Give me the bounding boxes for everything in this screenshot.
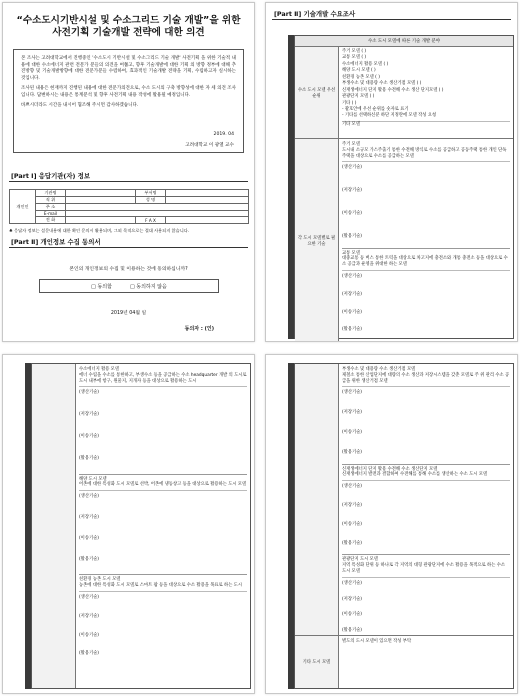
block-title: 신재생에너지 단지 활용 수전해 수소 생산단지 모델: [342, 466, 438, 472]
option-item[interactable]: 수소에너지 활용 모델 ( ): [342, 61, 389, 67]
block-desc: 제철소 통한 산업단지에 대량의 수소 생산과 저장시스템을 갖춘 모델로 주 위 관리 수소 공급을 위한 생산거점 모델: [342, 372, 510, 384]
field-label: 성 명: [136, 197, 166, 204]
option-item[interactable]: 친환경 농촌 모델 ( ): [342, 74, 380, 80]
option-item[interactable]: 부생수소 및 대용량 수소 생산거점 모델 ( ): [342, 81, 422, 87]
option-note: - 기타를 선택하신분 하단 지정란에 모델 작성 요청: [342, 113, 437, 119]
transport-tech-field[interactable]: (이송기술): [342, 521, 362, 527]
field-label: 부서명: [136, 190, 166, 197]
block-title: 부생수소 및 대용량 수소 생산거점 모델: [342, 367, 416, 372]
production-tech-field[interactable]: (생산기술): [342, 484, 362, 490]
intro-date: 2019. 04: [213, 132, 234, 137]
utilization-tech-field[interactable]: (활용기술): [79, 556, 99, 562]
model-block: [79, 366, 247, 387]
title-line-2: 사전기획 기술개발 전략에 대한 의견: [52, 27, 205, 39]
production-tech-field[interactable]: (생산기술): [342, 580, 362, 586]
production-tech-field[interactable]: (생산기술): [342, 273, 362, 279]
block-title: 교통 모델: [342, 250, 360, 256]
table-header: 수소 도시 모델에 따른 기술 개발 분야: [295, 36, 513, 47]
part2-heading: [Part Ⅱ] 개인정보 수집 동의서: [9, 237, 248, 248]
field-label: 전 화: [36, 217, 66, 224]
option-item[interactable]: 신재생에너지 단지 활용 수전해 수소 생산 단지모델 ( ): [342, 87, 444, 93]
part2-label: Part Ⅱ: [13, 238, 36, 246]
intro-box: [13, 49, 244, 153]
position-field[interactable]: [66, 197, 136, 204]
transport-tech-field[interactable]: (이송기술): [79, 433, 99, 439]
org-name-field[interactable]: [66, 190, 136, 197]
block-title: 친환경 농촌 도시 모델: [79, 577, 121, 583]
consent-date: 2019년 04월 일: [110, 311, 147, 316]
priority-options: [339, 47, 513, 138]
tech-row: [295, 139, 513, 342]
production-tech-field[interactable]: (생산기술): [342, 390, 362, 396]
intro-signature: 고려대학교 이 광열 교수: [185, 143, 234, 148]
storage-tech-field[interactable]: (저장기술): [79, 412, 99, 418]
respondent-note: ♣ 응답자 정보는 설문내용에 대한 확인 문의시 활용되며, 그외 목적으로는 절대 사용되지 않습니다.: [9, 228, 190, 233]
tech-blocks: [339, 364, 513, 635]
other-model-field[interactable]: [339, 636, 513, 688]
option-item[interactable]: 주거 모델 ( ): [342, 49, 367, 54]
storage-tech-field[interactable]: (저장기술): [342, 502, 362, 508]
part1-heading: [Part Ⅰ] 응답기관(자) 정보: [9, 171, 248, 182]
utilization-tech-field[interactable]: (활용기술): [342, 540, 362, 546]
block-desc: 에너 수립을 수소를 통한하고, 부생수소 등을 공급하는 수소 headquarter 개발 의 도시로 도시 내부에 항구, 원물지, 지개자 등을 대상으로 활용하는 도시: [79, 372, 247, 384]
production-tech-field[interactable]: (생산기술): [342, 165, 362, 171]
consent-question: 본인의 개인정보의 수집 및 이용하는 것에 동의하십니까?: [69, 267, 188, 272]
utilization-tech-field[interactable]: (활용기술): [342, 233, 362, 239]
model-block: [342, 366, 510, 387]
field-label: 기관명: [36, 190, 66, 197]
model-block: [342, 554, 510, 577]
part-heading: [Part Ⅱ] 기술개발 수요조사: [272, 9, 511, 20]
storage-tech-field[interactable]: (저장기술): [342, 596, 362, 602]
transport-tech-field[interactable]: (이송기술): [79, 632, 99, 638]
survey-page-4: [265, 354, 518, 694]
storage-tech-field[interactable]: (저장기술): [342, 410, 362, 416]
intro-paragraph: 조사된 내용은 현재까지 진행된 내용에 대한 전문가의견으로, 수소 도시의 구축 방향성에 대한 자 세 의견 조사입니다. 답변하시는 내용은 통계분석 및 향후 사전기획 내용 작성에 활용될 예정입니다.: [21, 86, 236, 98]
utilization-tech-field[interactable]: (활용기술): [79, 651, 99, 657]
name-field[interactable]: [166, 197, 249, 204]
part1-title: 응답기관(자) 정보: [38, 172, 90, 180]
option-item[interactable]: 교통 모델 ( ): [342, 55, 367, 61]
category-label: [32, 364, 76, 688]
block-title: 수소에너지 활용 모델: [79, 367, 120, 372]
utilization-tech-field[interactable]: (활용기술): [79, 455, 99, 461]
block-desc: 어촌에 대한 특성화 도시 모델로 선박, 어촌에 냉동창고 등을 대상으로 활용하는 도시 모델: [79, 482, 247, 488]
consent-options: [39, 279, 219, 293]
part-label: Part Ⅱ: [276, 10, 299, 18]
transport-tech-field[interactable]: (이송기술): [342, 612, 362, 618]
category-label: 수소 도시 모델 우선 순위: [295, 47, 339, 138]
option-item[interactable]: 해양 도시 모델 ( ): [342, 68, 376, 74]
survey-page-1: [2, 2, 255, 342]
intro-paragraph: 바쁘시더라도 시간을 내시어 협조해 주시면 감사하겠습니다.: [21, 103, 139, 109]
survey-page-2: [265, 2, 518, 342]
utilization-tech-field[interactable]: (활용기술): [342, 628, 362, 634]
block-desc: 지역 특성화 단위 등 하나로 각 지역의 대형 관광단지에 수소 활용을 목적으로 하는 수소 도시 모델: [342, 563, 506, 574]
field-label: E-mail: [36, 211, 66, 217]
survey-page-3: [2, 354, 255, 694]
transport-tech-field[interactable]: (이송기술): [342, 309, 362, 315]
option-note: - 괄호안에 우선 순위를 숫자로 표기: [342, 106, 409, 112]
field-label: 주 소: [36, 204, 66, 211]
transport-tech-field[interactable]: (이송기술): [342, 429, 362, 435]
tech-row: [295, 364, 513, 636]
phone-field[interactable]: [66, 217, 136, 224]
tech-blocks: [76, 364, 250, 688]
agree-checkbox[interactable]: □ 동의함: [91, 283, 112, 290]
title-line-1: “수소도시기반시설 및 수소그리드 기술 개발”을 위한: [16, 15, 241, 26]
model-block: [79, 574, 247, 592]
tech-blocks: [339, 139, 513, 342]
department-field[interactable]: [166, 190, 249, 197]
field-label: 직 위: [36, 197, 66, 204]
document-title: [3, 15, 254, 40]
demand-table: [294, 35, 514, 339]
other-model-field[interactable]: 기타 모델: [342, 121, 510, 128]
storage-tech-field[interactable]: (저장기술): [79, 514, 99, 520]
storage-tech-field[interactable]: (저장기술): [79, 613, 99, 619]
consent-signature[interactable]: 동의자 : (인): [184, 326, 214, 332]
utilization-tech-field[interactable]: (활용기술): [342, 327, 362, 333]
block-desc: 농촌에 대한 특성화 도시 모델로 스마트 팜 등을 대상으로 수소 활용을 목표로 하는 도시: [79, 583, 243, 589]
model-block: [342, 464, 510, 482]
priority-row: [295, 47, 513, 139]
block-title: 해양 도시 모델: [79, 476, 107, 482]
category-label: 각 도시 모델별로 필요한 기술: [295, 139, 339, 342]
model-block: [342, 248, 510, 271]
respondent-table: [9, 189, 249, 224]
option-item[interactable]: 관광단지 모델 ( ): [342, 94, 375, 100]
model-block: [79, 474, 247, 492]
storage-tech-field[interactable]: (저장기술): [342, 188, 362, 194]
other-model-row: [295, 636, 513, 688]
model-block: [342, 141, 510, 162]
field-label: F A X: [136, 217, 166, 224]
block-title: 주거 모델: [342, 142, 360, 147]
intro-paragraph: 본 조사는 고려대학교에서 진행중인 '수소도시 기반시설 및 수소그리드 기술 개발' 사전기획 을 위한 기술적 내용에 대한 수소에너지 관련 전문가 분들의 의견을 여쭙고, 향후 기술개발에 대한 기획 의 방향 정부에 대해 추진방향 및 기술개발방향에 대한 전문가분들 수렴하여, 효과적인 기술개발 전략을 기획, 수립하고자 실시하는 것입니다.: [21, 56, 236, 81]
storage-tech-field[interactable]: (저장기술): [342, 291, 362, 297]
block-desc: 대중교통 등 버스 통한 트럭을 대상으로 차고지에 충전소와 개통 충전소 등을 대상으로 수소 공급과 운영을 위대한 하는 모델: [342, 256, 508, 268]
category-label: [295, 364, 339, 635]
transport-tech-field[interactable]: (이송기술): [79, 535, 99, 541]
respondent-group-label: 개인인: [10, 190, 36, 224]
category-label: 기타 도시 모델: [295, 636, 339, 688]
utilization-tech-field[interactable]: (활용기술): [342, 449, 362, 455]
part2-title: 개인정보 수집 동의서: [40, 238, 101, 246]
address-field[interactable]: [66, 204, 249, 211]
disagree-checkbox[interactable]: □ 동의하지 않음: [129, 283, 167, 290]
part1-label: Part Ⅰ: [13, 172, 34, 180]
block-title: 관광단지 도시 모델: [342, 557, 378, 563]
transport-tech-field[interactable]: (이송기술): [342, 210, 362, 216]
production-tech-field[interactable]: (생산기술): [79, 390, 99, 396]
block-desc: 도시내 소규모 가스주출기 통한 수전해 방식로 수소를 공급하고 공동주택 통한 개인 단독주택을 대상으로 수소를 공급하는 모델: [342, 147, 507, 159]
part-title: 기술개발 수요조사: [303, 10, 356, 18]
production-tech-field[interactable]: (생산기술): [79, 594, 99, 600]
fax-field[interactable]: [166, 217, 249, 224]
demand-table-continued: [31, 363, 251, 689]
block-desc: 신재생에너지 발전과 결합하여 수전해를 통해 수소를 생산하는 수소 도시 모델: [342, 472, 488, 478]
block-title: 별도의 도시 모델이 있으면 작성 부탁: [342, 639, 412, 644]
tech-row: [32, 364, 250, 688]
demand-table-continued: [294, 363, 514, 689]
option-item[interactable]: 기타 ( ): [342, 100, 357, 106]
production-tech-field[interactable]: (생산기술): [79, 494, 99, 500]
